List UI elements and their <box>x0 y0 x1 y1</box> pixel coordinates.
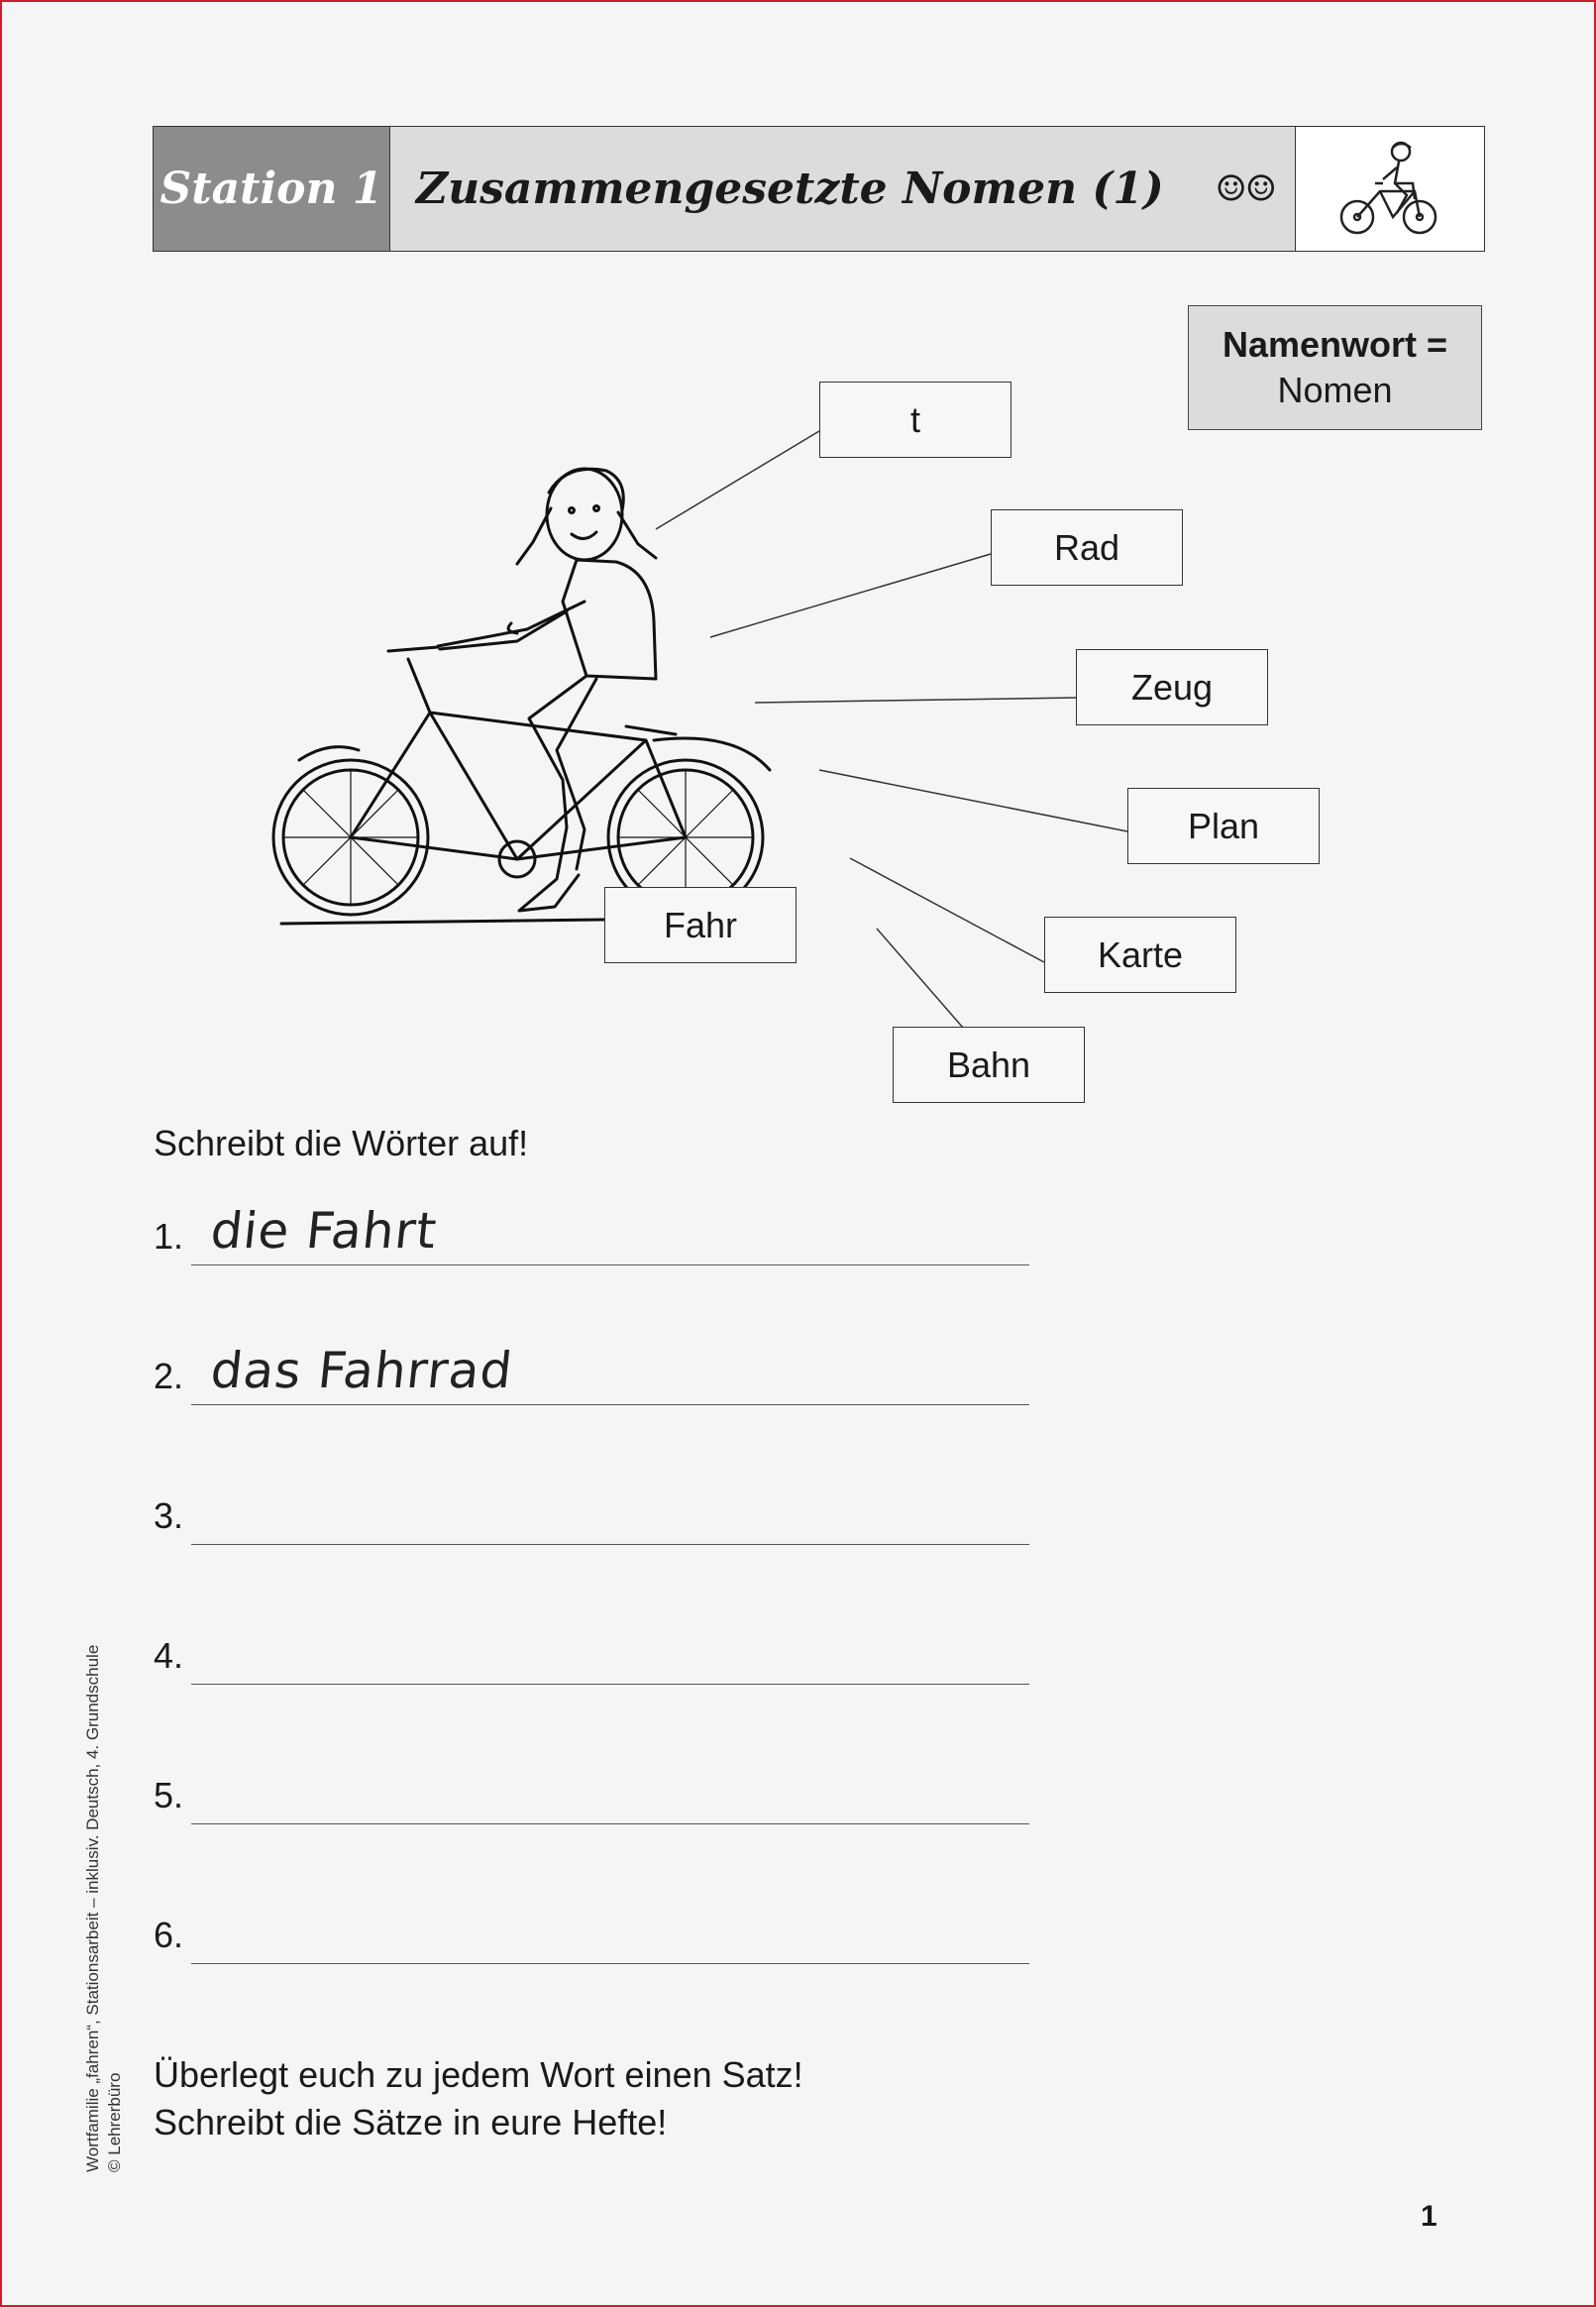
answer-line-3[interactable] <box>154 1485 1029 1545</box>
line-number: 5. <box>154 1775 184 1815</box>
station-header <box>153 126 1485 252</box>
line-number: 2. <box>154 1356 184 1396</box>
writing-rule <box>191 1963 1029 1964</box>
source-line: Wortfamilie „fahren“, Stationsarbeit – inklusiv. Deutsch, 4. Grundschule <box>83 1644 102 2172</box>
word-box-fahr: Fahr <box>604 887 797 963</box>
page-number: 1 <box>1421 2200 1437 2233</box>
word-box-zeug: Zeug <box>1076 649 1268 725</box>
difficulty-smileys-icon: ☺☺ <box>1215 168 1275 209</box>
copyright-line: © Lehrerbüro <box>105 2072 124 2172</box>
line-number: 1. <box>154 1216 184 1257</box>
word-box-karte: Karte <box>1044 917 1236 993</box>
writing-rule <box>191 1544 1029 1545</box>
answer-line-1[interactable] <box>154 1202 1029 1265</box>
writing-rule <box>191 1264 1029 1265</box>
handwritten-answer: die Fahrt <box>207 1202 441 1260</box>
worksheet-title-cell <box>390 127 1295 251</box>
writing-rule <box>191 1684 1029 1685</box>
connector-karte <box>850 858 1044 962</box>
word-box-rad: Rad <box>991 509 1183 586</box>
answer-line-5[interactable] <box>154 1765 1029 1824</box>
word-box-plan: Plan <box>1127 788 1320 864</box>
instruction-write-words: Schreibt die Wörter auf! <box>154 1123 529 1163</box>
nomen-label: Nomen <box>1277 370 1393 410</box>
namenwort-label: Namenwort = <box>1222 324 1448 365</box>
line-number: 3. <box>154 1495 184 1536</box>
handwritten-answer: das Fahrrad <box>207 1342 516 1399</box>
connector-zeug <box>755 698 1076 703</box>
line-number: 6. <box>154 1915 184 1955</box>
station-label: Station 1 <box>154 127 390 251</box>
answer-line-4[interactable] <box>154 1625 1029 1685</box>
line-number: 4. <box>154 1635 184 1676</box>
instruction-sentence-line-2: Schreibt die Sätze in eure Hefte! <box>154 2102 668 2142</box>
copyright-note <box>82 1645 126 2172</box>
word-box-t: t <box>819 382 1011 458</box>
cyclist-icon <box>1295 127 1484 251</box>
writing-rule <box>191 1404 1029 1405</box>
girl-on-bicycle-illustration <box>269 453 785 938</box>
writing-rule <box>191 1823 1029 1824</box>
worksheet-title: Zusammengesetzte Nomen (1) <box>416 164 1164 214</box>
connector-bahn <box>877 929 963 1028</box>
word-box-bahn: Bahn <box>893 1027 1085 1103</box>
instruction-sentence-line-1: Überlegt euch zu jedem Wort einen Satz! <box>154 2054 803 2095</box>
connector-plan <box>819 770 1127 831</box>
answer-line-2[interactable] <box>154 1342 1029 1405</box>
namenwort-info-box <box>1188 305 1482 430</box>
answer-line-6[interactable] <box>154 1905 1029 1964</box>
instruction-sentences <box>154 2051 803 2146</box>
